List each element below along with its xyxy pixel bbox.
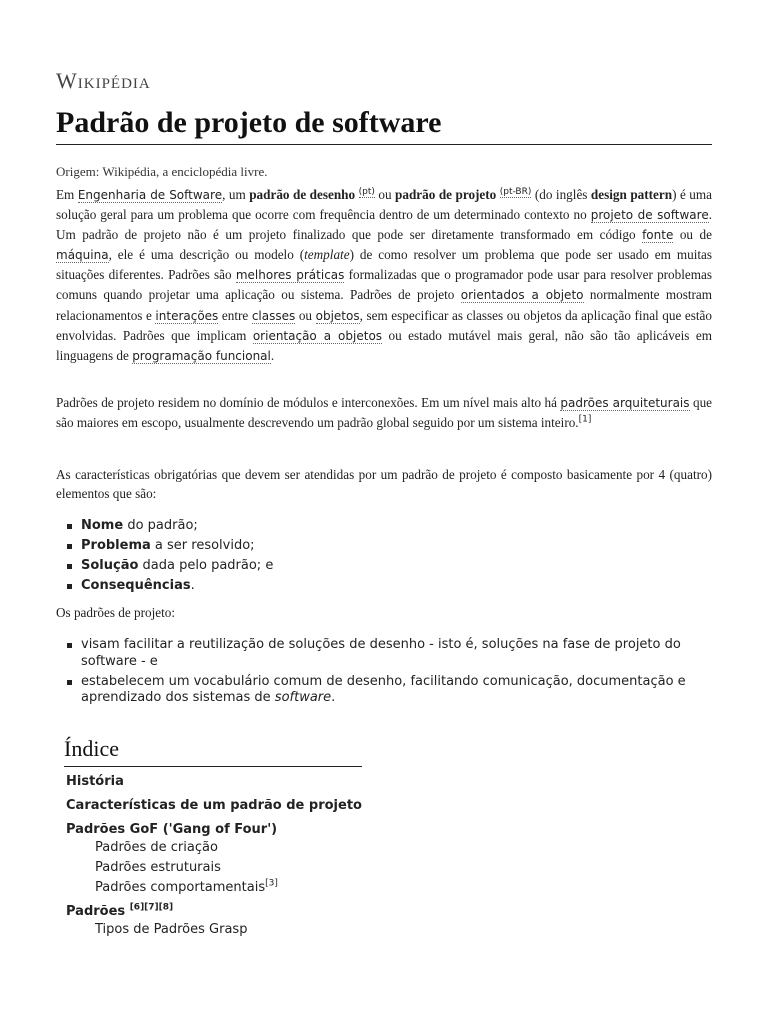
toc-subitem-grasp[interactable]: Tipos de Padrões Grasp — [95, 922, 248, 937]
toc-subitem-comportamentais[interactable]: Padrões comportamentais[3] — [95, 878, 278, 895]
list-item: estabelecem um vocabulário comum de desenho, facilitando comunicação, documentação e aprendizado dos sistemas de software. — [56, 674, 712, 707]
link-engenharia-de-software[interactable]: Engenharia de Software — [77, 188, 223, 202]
reference-1[interactable]: [1] — [578, 414, 592, 425]
toc-item-padroes[interactable]: Padrões [6][7][8] — [66, 902, 174, 919]
link-fonte[interactable]: fonte — [642, 228, 674, 243]
paragraph-os-padroes: Os padrões de projeto: — [56, 605, 176, 620]
references-6-7-8[interactable]: [6][7][8] — [129, 902, 174, 913]
list-item: Consequências. — [56, 578, 712, 595]
pt-br-tag[interactable]: (pt-BR) — [499, 186, 532, 197]
list-item: Nome do padrão; — [56, 518, 712, 535]
goals-list — [56, 637, 712, 710]
list-item: visam facilitar a reutilização de soluções de desenho - isto é, soluções na fase de projeto do software - e — [56, 637, 712, 670]
toc-subitem-estruturais[interactable]: Padrões estruturais — [95, 860, 221, 875]
intro-paragraph: Em Engenharia de Software, um padrão de desenho $^{(pt)}$ ou padrão de projeto $^{(pt-BR)}$ (do inglês design pattern) é uma solução geral para um problema que ocorre com frequência dentro de um determinado contexto no projeto de software. Um padrão de projeto não é um projeto finalizado que pode ser diretamente transformado em código fonte ou de máquina, ele é uma descrição ou modelo (template) de como resolver um problema que pode ser usado em muitas situações diferentes. Padrões são melhores práticas formalizadas que o programador pode usar para resolver problemas comuns quando projetar uma aplicação ou sistema. Padrões de projeto orientados a objeto normalmente mostram relacionamentos e interações entre classes ou objetos, sem especificar as classes ou objetos da aplicação final que estão envolvidas. Padrões que implicam orientação a objetos ou estado mutável mais geral, não são tão aplicáveis em linguagens de programação funcional. — [56, 186, 713, 363]
table-of-contents — [66, 774, 466, 940]
link-programacao-funcional[interactable]: programação funcional — [132, 348, 271, 363]
link-projeto-de-software[interactable]: projeto de software — [590, 208, 709, 223]
term-padrao-de-desenho: padrão de desenho — [249, 187, 356, 202]
term-design-pattern: design pattern — [590, 187, 673, 202]
page-title: Padrão de projeto de software — [56, 106, 712, 145]
toc-item-gof[interactable]: Padrões GoF ('Gang of Four') — [66, 822, 278, 837]
term-template: template — [304, 247, 350, 263]
link-padroes-arquiteturais[interactable]: padrões arquiteturais — [560, 396, 690, 410]
list-item: Problema a ser resolvido; — [56, 538, 712, 555]
link-maquina[interactable]: máquina — [56, 248, 109, 263]
origin-note: Origem: Wikipédia, a enciclopédia livre. — [56, 164, 268, 179]
elements-list — [56, 518, 712, 598]
link-objetos[interactable]: objetos — [315, 308, 360, 323]
toc-title: Índice — [64, 736, 362, 767]
link-classes[interactable]: classes — [251, 308, 296, 323]
paragraph-padroes-arquiteturais: Padrões de projeto residem no domínio de módulos e interconexões. Em um nível mais alto há padrões arquiteturais que são maiores em escopo, usualmente descrevendo um padrão global seguido por um sistema inteiro.[1] — [56, 395, 713, 431]
toc-subitem-criacao[interactable]: Padrões de criação — [95, 840, 218, 855]
list-item: Solução dada pelo padrão; e — [56, 558, 712, 575]
reference-3[interactable]: [3] — [265, 878, 278, 889]
pt-tag[interactable]: (pt) — [358, 186, 375, 197]
term-padrao-de-projeto: padrão de projeto — [395, 187, 497, 202]
toc-item-historia[interactable]: História — [66, 774, 124, 789]
wikipedia-logo[interactable]: Wikipédia — [56, 68, 151, 93]
link-interacoes[interactable]: interações — [155, 308, 219, 323]
paragraph-caracteristicas: As características obrigatórias que devem ser atendidas por um padrão de projeto é composto basicamente por 4 (quatro) elementos que são: — [56, 467, 712, 502]
toc-item-caracteristicas[interactable]: Características de um padrão de projeto — [66, 798, 362, 813]
link-orientacao-a-objetos[interactable]: orientação a objetos — [252, 328, 383, 343]
link-orientados-a-objeto[interactable]: orientados a objeto — [460, 288, 584, 303]
link-melhores-praticas[interactable]: melhores práticas — [235, 268, 345, 283]
